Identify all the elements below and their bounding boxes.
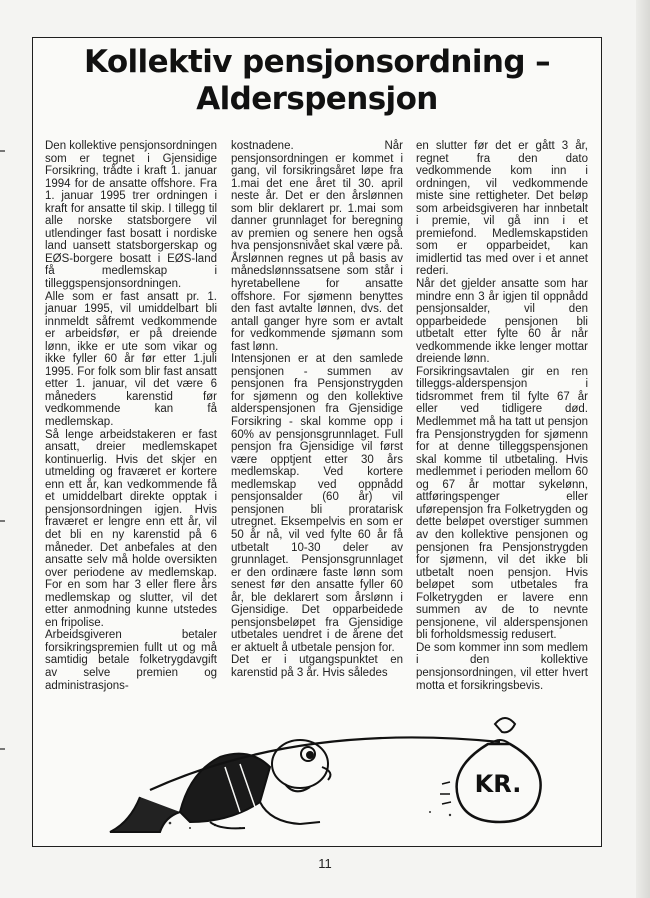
title-line-2: Alderspensjon	[196, 81, 438, 117]
text-column-2	[231, 140, 403, 680]
paragraph: Alle som er fast ansatt pr. 1. januar 1995, vil umiddelbart bli innmeldt såfremt vedkommende er arbeidsfør, er på dreiende lønn, ikke er ute som vikar og ikke fyller 60 år før etter 1.juli 1995. For folk som blir fast ansatt etter 1. januar, vil det være 6 måneders karenstid før vedkommende kan få medlemskap.	[45, 290, 217, 429]
paragraph: Intensjonen er at den samlede pensjonen - summen av pensjonen fra Pensjonstrygden for sjømenn og den kollektive alderspensjonen fra Gjensidige Forsikring - skal komme opp i 60% av pensjonsgrunnlaget. Full pensjon fra Gjensidige vil først være opptjent etter 30 års medlemskap. Ved kortere medlemskap ved oppnådd pensjonsalder (60 år) vil pensjonen bli proratarisk utregnet. Eksempelvis en som er 50 år nå, vil ved fylte 60 år få utbetalt 10-30 deler av grunnlaget. Pensjonsgrunnlaget er den ordinære faste lønn som senest før den ansatte fyller 60 år, ble deklarert som årslønn i Gjensidige. Det opparbeidede pensjonsbeløpet fra Gjensidige utbetales uendret i de årene det er aktuelt å utbetale pensjon for.	[231, 353, 403, 654]
money-bag-icon	[440, 718, 541, 822]
bag-label: KR.	[474, 770, 522, 798]
article-title	[33, 44, 601, 118]
paragraph: Forsikringsavtalen gir en ren tilleggs-alderspensjon i tidsrommet frem til fylte 67 år eller ved tidligere død. Medlemmet må ha tatt ut pensjon fra Pensjonstrygden for sjømenn for at denne tilleggspensjonen skal komme til utbetaling. Hvis medlemmet i perioden mellom 60 og 67 år mottar sykelønn, attføringspenger eller uførepensjon fra Folketrygden og dette beløpet overstiger summen av den kollektive pensjonen og pensjonen fra Pensjonstrygden for sjømenn, vil det ikke bli utbetalt noen pensjon. Hvis beløpet som utbetales fra Folketrygden er lavere enn summen av de to nevnte pensjonene, vil alderspensjonen bli forholdsmessig redusert.	[416, 365, 588, 642]
text-column-1	[45, 140, 217, 692]
cartoon-illustration	[70, 672, 570, 842]
paragraph: Når det gjelder ansatte som har mindre enn 3 år igjen til oppnådd pensjonsalder, vil den opparbeidede pensjonen bli utbetalt etter fylte 60 år når vedkommende ikke lenger mottar dreiende lønn.	[416, 278, 588, 366]
paragraph: en slutter før det er gått 3 år, regnet fra den dato vedkommende kom inn i ordningen, vil vedkommende miste sine rettigheter. Det beløp som arbeidsgiveren har innbetalt i premie, vil gå inn i et premiefond. Medlemskapstiden som er opparbeidet, kan imidlertid tas med over i et annet rederi.	[416, 140, 588, 278]
paragraph: Så lenge arbeidstakeren er fast ansatt, dreier medlemskapet kontinuerlig. Hvis det skjer en utmelding og fraværet er kortere enn ett år, kan vedkommende få et umiddelbart direkte opptak i pensjonsordningen igjen. Hvis fraværet er lengre enn ett år, vil det bli en ny karenstid på 6 måneder. Det anbefales at den ansatte selv må holde oversikten over periodene av medlemskap. For en som har 3 eller flere års medlemskap og slutter, vil det etter anmodning kunne utstedes en fripolise.	[45, 428, 217, 629]
margin-mark	[0, 150, 5, 152]
page-edge-shadow	[636, 0, 650, 898]
title-line-1: Kollektiv pensjonsordning –	[83, 44, 551, 80]
text-column-3	[416, 140, 588, 692]
paragraph: kostnadene. Når pensjonsordningen er kommet i gang, vil forsikringsåret løpe fra 1.mai det ene året til 30. april neste år. Det er den årslønnen som blir deklarert pr. 1.mai som danner grunnlaget for beregning av premien og senere hen også hva pensjonsnivået skal være på. Årslønnen regnes ut på basis av månedslønnssatsene som står i hyretabellene for ansatte offshore. For sjømenn benyttes den fast avtalte lønnen, dvs. det antall ganger hyre som er avtalt for vedkommende sjømann som fast lønn.	[231, 140, 403, 353]
paragraph: De som kommer inn som medlem i den kollektive pensjonsordningen, vil etter hvert motta et forsikringsbevis.	[416, 641, 588, 692]
man-figure	[110, 740, 330, 832]
paragraph: Den kollektive pensjonsordningen som er tegnet i Gjensidige Forsikring, trådte i kraft 1. januar 1994 for de ansatte offshore. Fra 1. januar 1995 trer ordningen i kraft for ansatte til skip. I tillegg til alle norske statsborgere vil utlendinger fast bosatt i nordiske land uansett statsborgerskap og EØS-borgere bosatt i EØS-land få medlemskap i tilleggspensjonsordningen.	[45, 140, 217, 291]
margin-mark	[0, 520, 5, 522]
margin-mark	[0, 748, 5, 750]
paragraph: Arbeidsgiveren betaler forsikringspremien fullt ut og må samtidig betale folketrygdavgift av selve premien og administrasjons-	[45, 629, 217, 692]
page-number: 11	[318, 856, 332, 871]
paragraph: Det er i utgangspunktet en karenstid på 3 år. Hvis således	[231, 654, 403, 679]
